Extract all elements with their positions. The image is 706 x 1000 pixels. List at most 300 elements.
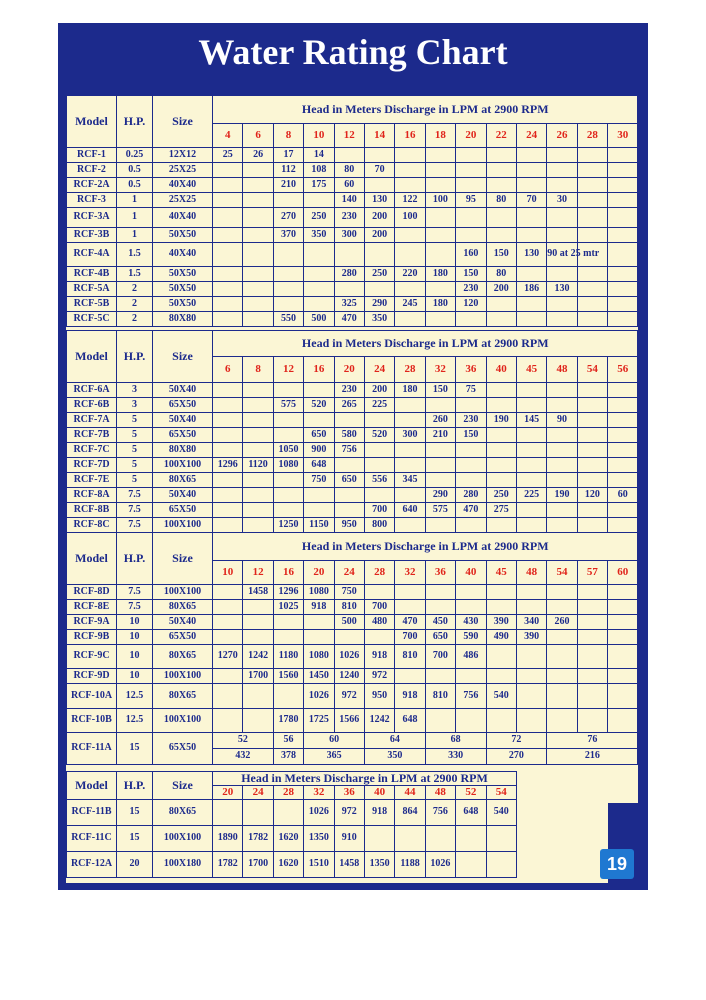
discharge-cell [608, 503, 638, 518]
discharge-cell: 972 [334, 684, 364, 709]
discharge-cell [273, 684, 303, 709]
table-row [67, 208, 638, 228]
discharge-cell [273, 383, 303, 398]
discharge-cell: 918 [364, 645, 394, 669]
discharge-cell [243, 443, 273, 458]
table-row [67, 684, 638, 709]
discharge-cell [304, 488, 334, 503]
head-value: 48 [425, 786, 455, 800]
discharge-cell [213, 473, 243, 488]
discharge-cell: 470 [395, 615, 425, 630]
head-value: 40 [364, 786, 394, 800]
discharge-cell [243, 800, 273, 826]
head-caption: Head in Meters Discharge in LPM at 2900 RPM [213, 772, 517, 786]
head-value: 48 [516, 561, 546, 585]
discharge-cell [273, 503, 303, 518]
head-value: 8 [273, 124, 303, 148]
discharge-cell: 220 [395, 267, 425, 282]
discharge-cell: 450 [425, 615, 455, 630]
hp-cell: 10 [117, 615, 153, 630]
hp-cell: 7.5 [117, 585, 153, 600]
discharge-cell: 1458 [243, 585, 273, 600]
discharge-cell [547, 163, 577, 178]
discharge-cell [395, 163, 425, 178]
head-value: 30 [608, 124, 638, 148]
discharge-cell [456, 826, 486, 852]
discharge-cell: 648 [304, 458, 334, 473]
discharge-cell: 160 [456, 243, 486, 267]
model-cell: RCF-4B [67, 267, 117, 282]
head-value: 8 [243, 357, 273, 383]
discharge-cell [608, 297, 638, 312]
discharge-cell: 270 [273, 208, 303, 228]
discharge-cell [608, 684, 638, 709]
hp-cell: 15 [117, 826, 153, 852]
discharge-cell [456, 312, 486, 327]
discharge-cell: 80 [334, 163, 364, 178]
head-value: 20 [334, 357, 364, 383]
discharge-cell [304, 383, 334, 398]
discharge-cell: 490 [486, 630, 516, 645]
discharge-cell: 650 [425, 630, 455, 645]
discharge-cell: 1782 [243, 826, 273, 852]
discharge-cell: 130 [516, 243, 546, 267]
discharge-cell [304, 282, 334, 297]
discharge-cell: 900 [304, 443, 334, 458]
discharge-cell [516, 383, 546, 398]
hp-cell: 1 [117, 208, 153, 228]
model-cell: RCF-9A [67, 615, 117, 630]
discharge-cell: 230 [334, 208, 364, 228]
size-cell: 80X80 [153, 443, 213, 458]
discharge-cell [395, 243, 425, 267]
discharge-cell [243, 208, 273, 228]
discharge-cell: 210 [273, 178, 303, 193]
head-value: 45 [516, 357, 546, 383]
hp-column-header: H.P. [117, 772, 153, 800]
discharge-cell [608, 282, 638, 297]
discharge-cell [456, 148, 486, 163]
special-head-value: 72 [486, 733, 547, 749]
discharge-cell [456, 600, 486, 615]
discharge-cell: 150 [456, 428, 486, 443]
special-head-value: 76 [547, 733, 638, 749]
table-row [67, 473, 638, 488]
discharge-cell [547, 312, 577, 327]
discharge-cell: 175 [304, 178, 334, 193]
hp-cell: 7.5 [117, 600, 153, 615]
discharge-cell [456, 709, 486, 733]
discharge-cell [364, 178, 394, 193]
discharge-cell [486, 826, 517, 852]
hp-cell: 12.5 [117, 709, 153, 733]
hp-cell: 1 [117, 228, 153, 243]
discharge-cell [516, 503, 546, 518]
hp-cell: 5 [117, 473, 153, 488]
size-cell: 40X40 [153, 243, 213, 267]
discharge-cell: 25 [213, 148, 243, 163]
head-value: 18 [425, 124, 455, 148]
hp-cell: 2 [117, 297, 153, 312]
discharge-cell [608, 208, 638, 228]
discharge-cell: 250 [304, 208, 334, 228]
discharge-cell [243, 383, 273, 398]
discharge-cell: 480 [364, 615, 394, 630]
discharge-cell: 200 [364, 383, 394, 398]
discharge-cell [243, 518, 273, 533]
hp-cell: 1.5 [117, 267, 153, 282]
discharge-cell: 130 [547, 282, 577, 297]
head-value: 56 [608, 357, 638, 383]
model-cell: RCF-11A [67, 733, 117, 765]
discharge-cell [395, 312, 425, 327]
discharge-cell [608, 267, 638, 282]
size-cell: 50X50 [153, 282, 213, 297]
discharge-cell [395, 228, 425, 243]
discharge-cell [213, 428, 243, 443]
table-row [67, 413, 638, 428]
discharge-cell: 345 [395, 473, 425, 488]
discharge-cell [395, 413, 425, 428]
discharge-cell: 1250 [273, 518, 303, 533]
discharge-cell: 972 [364, 669, 394, 684]
discharge-cell: 260 [547, 615, 577, 630]
hp-cell: 5 [117, 443, 153, 458]
discharge-cell [395, 826, 425, 852]
discharge-cell: 200 [364, 228, 394, 243]
discharge-cell [213, 208, 243, 228]
discharge-cell [364, 585, 394, 600]
discharge-cell: 275 [486, 503, 516, 518]
discharge-cell [243, 297, 273, 312]
discharge-cell [547, 669, 577, 684]
hp-cell: 12.5 [117, 684, 153, 709]
discharge-cell [395, 458, 425, 473]
discharge-cell: 300 [395, 428, 425, 443]
size-cell: 50X50 [153, 228, 213, 243]
discharge-cell [243, 267, 273, 282]
discharge-cell [608, 615, 638, 630]
discharge-cell [456, 473, 486, 488]
discharge-cell [425, 208, 455, 228]
table-row [67, 630, 638, 645]
table-row [67, 297, 638, 312]
rating-table-section-3 [66, 532, 638, 765]
discharge-cell [486, 228, 516, 243]
discharge-cell [516, 163, 546, 178]
head-value: 14 [364, 124, 394, 148]
discharge-cell [608, 398, 638, 413]
discharge-cell: 1296 [213, 458, 243, 473]
discharge-cell: 280 [456, 488, 486, 503]
size-cell: 100X100 [153, 518, 213, 533]
discharge-cell [334, 413, 364, 428]
head-value: 40 [456, 561, 486, 585]
hp-cell: 1.5 [117, 243, 153, 267]
discharge-cell [608, 458, 638, 473]
discharge-cell: 1080 [304, 585, 334, 600]
discharge-cell [213, 297, 243, 312]
size-cell: 65X50 [153, 503, 213, 518]
discharge-cell [608, 193, 638, 208]
model-cell: RCF-1 [67, 148, 117, 163]
discharge-cell: 180 [395, 383, 425, 398]
discharge-cell [213, 282, 243, 297]
size-cell: 25X25 [153, 193, 213, 208]
discharge-cell [456, 518, 486, 533]
discharge-cell [213, 488, 243, 503]
discharge-cell: 300 [334, 228, 364, 243]
discharge-cell [577, 208, 607, 228]
size-cell: 80X65 [153, 684, 213, 709]
discharge-cell [577, 709, 607, 733]
discharge-cell [364, 148, 394, 163]
discharge-cell: 1700 [243, 852, 273, 878]
discharge-cell: 910 [334, 826, 364, 852]
discharge-cell [608, 585, 638, 600]
hp-cell: 1 [117, 193, 153, 208]
discharge-cell [456, 585, 486, 600]
discharge-cell [213, 443, 243, 458]
discharge-cell [608, 600, 638, 615]
model-cell: RCF-5B [67, 297, 117, 312]
discharge-cell [243, 428, 273, 443]
discharge-cell [547, 267, 577, 282]
table-row [67, 488, 638, 503]
table-row [67, 163, 638, 178]
discharge-cell [213, 630, 243, 645]
discharge-cell: 486 [456, 645, 486, 669]
discharge-cell [334, 282, 364, 297]
model-cell: RCF-12A [67, 852, 117, 878]
discharge-cell [243, 413, 273, 428]
discharge-cell [213, 413, 243, 428]
discharge-cell: 190 [486, 413, 516, 428]
discharge-cell [577, 312, 607, 327]
discharge-cell: 150 [456, 267, 486, 282]
discharge-cell: 90 at 25 mtr [547, 243, 577, 267]
discharge-cell [547, 684, 577, 709]
discharge-cell: 1620 [273, 852, 303, 878]
discharge-cell [273, 800, 303, 826]
discharge-cell [456, 669, 486, 684]
discharge-cell [395, 585, 425, 600]
discharge-cell [577, 398, 607, 413]
discharge-cell: 370 [273, 228, 303, 243]
discharge-cell: 230 [334, 383, 364, 398]
head-value: 12 [273, 357, 303, 383]
special-head-value: 56 [273, 733, 303, 749]
discharge-cell: 230 [456, 282, 486, 297]
rating-sheet [66, 95, 638, 883]
head-value: 12 [243, 561, 273, 585]
discharge-cell [516, 669, 546, 684]
head-value: 20 [304, 561, 334, 585]
rating-table-section-1 [66, 95, 638, 327]
head-value: 54 [547, 561, 577, 585]
discharge-cell [364, 458, 394, 473]
discharge-cell [608, 428, 638, 443]
model-cell: RCF-7B [67, 428, 117, 443]
discharge-cell [577, 193, 607, 208]
discharge-cell: 800 [364, 518, 394, 533]
discharge-cell: 120 [456, 297, 486, 312]
hp-column-header: H.P. [117, 331, 153, 383]
head-value: 32 [304, 786, 334, 800]
model-cell: RCF-6A [67, 383, 117, 398]
head-value: 24 [516, 124, 546, 148]
discharge-cell: 1080 [304, 645, 334, 669]
hp-cell: 0.5 [117, 178, 153, 193]
discharge-cell: 90 [547, 413, 577, 428]
discharge-cell: 1025 [273, 600, 303, 615]
discharge-cell [213, 398, 243, 413]
discharge-cell [395, 148, 425, 163]
size-cell: 40X40 [153, 208, 213, 228]
discharge-cell: 575 [425, 503, 455, 518]
discharge-cell: 250 [364, 267, 394, 282]
discharge-cell [213, 709, 243, 733]
discharge-cell: 180 [425, 267, 455, 282]
discharge-cell [608, 630, 638, 645]
size-cell: 65X50 [153, 733, 213, 765]
discharge-cell [577, 148, 607, 163]
discharge-cell [273, 193, 303, 208]
special-discharge-value: 270 [486, 749, 547, 765]
hp-cell: 7.5 [117, 503, 153, 518]
discharge-cell [304, 193, 334, 208]
model-cell: RCF-11B [67, 800, 117, 826]
discharge-cell [425, 243, 455, 267]
discharge-cell: 1242 [364, 709, 394, 733]
discharge-cell [243, 312, 273, 327]
model-cell: RCF-8E [67, 600, 117, 615]
discharge-cell [577, 458, 607, 473]
discharge-cell: 1180 [273, 645, 303, 669]
discharge-cell [608, 473, 638, 488]
discharge-cell [577, 228, 607, 243]
discharge-cell [608, 228, 638, 243]
discharge-cell [577, 282, 607, 297]
discharge-cell [334, 243, 364, 267]
head-value: 52 [456, 786, 486, 800]
discharge-cell [243, 684, 273, 709]
discharge-cell: 30 [547, 193, 577, 208]
discharge-cell [547, 473, 577, 488]
discharge-cell [516, 684, 546, 709]
head-value: 24 [243, 786, 273, 800]
discharge-cell: 1560 [273, 669, 303, 684]
discharge-cell [425, 458, 455, 473]
discharge-cell: 520 [364, 428, 394, 443]
discharge-cell [243, 228, 273, 243]
discharge-cell [273, 630, 303, 645]
discharge-cell [486, 669, 516, 684]
discharge-cell [213, 228, 243, 243]
discharge-cell [577, 178, 607, 193]
discharge-cell [213, 243, 243, 267]
discharge-cell [577, 518, 607, 533]
model-cell: RCF-10B [67, 709, 117, 733]
model-column-header: Model [67, 331, 117, 383]
discharge-cell: 186 [516, 282, 546, 297]
head-value: 54 [486, 786, 517, 800]
discharge-cell [486, 178, 516, 193]
hp-cell: 5 [117, 413, 153, 428]
discharge-cell [395, 488, 425, 503]
discharge-cell: 648 [456, 800, 486, 826]
rating-table-section-2 [66, 330, 638, 533]
discharge-cell [608, 669, 638, 684]
discharge-cell: 1270 [213, 645, 243, 669]
special-head-value: 60 [304, 733, 365, 749]
table-row [67, 800, 517, 826]
discharge-cell [516, 312, 546, 327]
table-row [67, 709, 638, 733]
discharge-cell: 1026 [334, 645, 364, 669]
table-row [67, 645, 638, 669]
discharge-cell: 225 [516, 488, 546, 503]
discharge-cell [577, 615, 607, 630]
model-cell: RCF-10A [67, 684, 117, 709]
discharge-cell: 700 [364, 503, 394, 518]
discharge-cell [516, 518, 546, 533]
discharge-cell [425, 312, 455, 327]
discharge-cell [456, 398, 486, 413]
discharge-cell: 80 [486, 267, 516, 282]
discharge-cell: 1350 [304, 826, 334, 852]
discharge-cell [516, 709, 546, 733]
discharge-cell: 260 [425, 413, 455, 428]
special-discharge-value: 216 [547, 749, 638, 765]
head-caption: Head in Meters Discharge in LPM at 2900 RPM [213, 533, 638, 561]
discharge-cell [243, 193, 273, 208]
special-discharge-value: 330 [425, 749, 486, 765]
discharge-cell [547, 297, 577, 312]
special-head-value: 52 [213, 733, 274, 749]
discharge-cell [304, 267, 334, 282]
discharge-cell: 1242 [243, 645, 273, 669]
discharge-cell [608, 178, 638, 193]
discharge-cell: 700 [395, 630, 425, 645]
size-cell: 100X100 [153, 458, 213, 473]
discharge-cell [273, 267, 303, 282]
discharge-cell [243, 398, 273, 413]
discharge-cell [334, 148, 364, 163]
discharge-cell [456, 852, 486, 878]
discharge-cell: 390 [516, 630, 546, 645]
head-value: 44 [395, 786, 425, 800]
discharge-cell [486, 518, 516, 533]
discharge-cell [425, 473, 455, 488]
model-cell: RCF-3A [67, 208, 117, 228]
discharge-cell [334, 458, 364, 473]
discharge-cell [213, 585, 243, 600]
table-row [67, 148, 638, 163]
discharge-cell: 280 [334, 267, 364, 282]
head-value: 32 [395, 561, 425, 585]
discharge-cell: 750 [334, 585, 364, 600]
discharge-cell: 918 [364, 800, 394, 826]
discharge-cell: 1240 [334, 669, 364, 684]
discharge-cell [486, 398, 516, 413]
head-value: 22 [486, 124, 516, 148]
discharge-cell: 245 [395, 297, 425, 312]
discharge-cell [547, 458, 577, 473]
discharge-cell: 1026 [304, 684, 334, 709]
discharge-cell [547, 645, 577, 669]
discharge-cell [516, 473, 546, 488]
